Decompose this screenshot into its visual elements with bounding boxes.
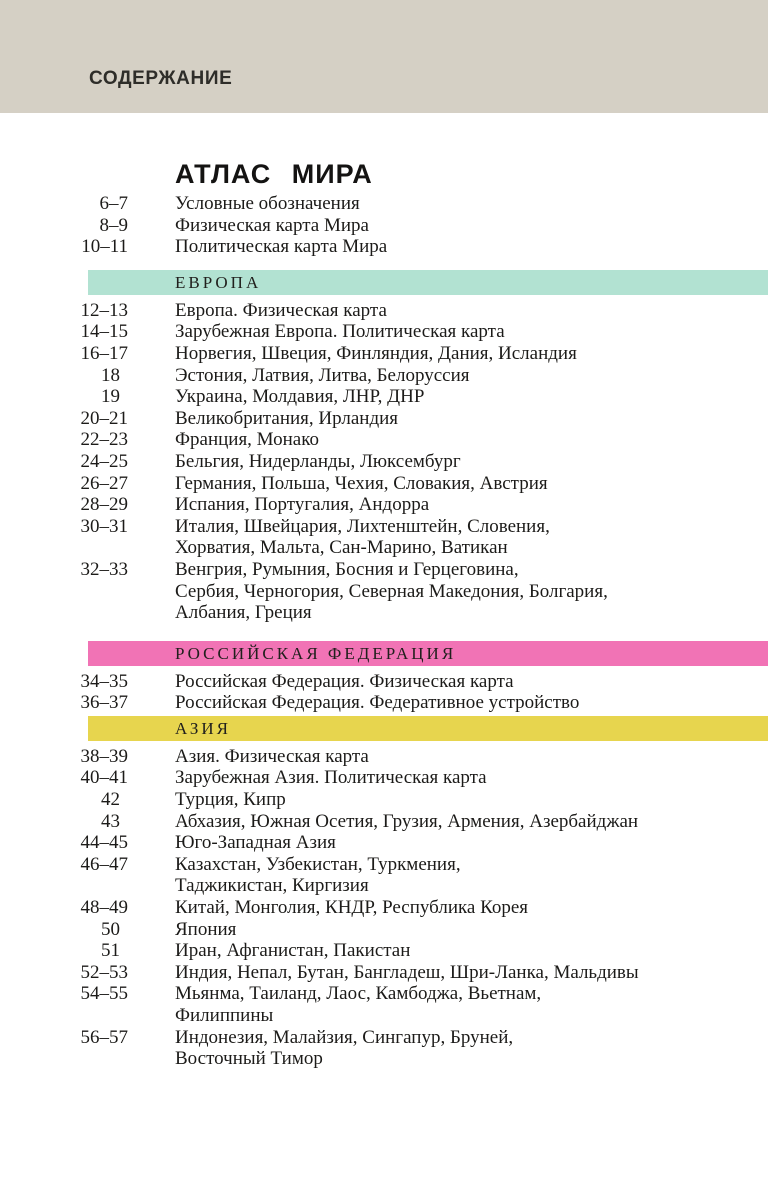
- entry-title: Китай, Монголия, КНДР, Республика Корея: [175, 897, 529, 919]
- entry-page-numbers: 16–17: [80, 342, 128, 364]
- toc-entry-row: [0, 854, 768, 876]
- entry-page-numbers: 8–9: [99, 214, 128, 236]
- entry-page-numbers: [0, 875, 128, 897]
- entry-page-numbers: 56–57: [80, 1026, 128, 1048]
- entry-page-numbers: [0, 537, 128, 559]
- toc-entry-row: [0, 343, 768, 365]
- toc-entry-row: [0, 537, 768, 559]
- entry-page-numbers: 6–7: [99, 193, 128, 214]
- atlas-title: АТЛАС МИРА: [175, 159, 373, 189]
- entry-page-numbers: 18: [101, 364, 120, 386]
- entry-page-numbers: [0, 1048, 128, 1070]
- entry-title: Турция, Кипр: [175, 789, 286, 811]
- entry-title: Восточный Тимор: [175, 1048, 323, 1070]
- entry-title: Иран, Афганистан, Пакистан: [175, 940, 411, 962]
- toc-section-intro: [0, 193, 768, 258]
- toc-entry-row: [0, 671, 768, 693]
- toc-entry-row: [0, 875, 768, 897]
- toc-entry-row: [0, 940, 768, 962]
- entry-page-numbers: 51: [101, 940, 120, 962]
- entry-page-numbers: 48–49: [80, 897, 128, 919]
- entry-title: Политическая карта Мира: [175, 236, 388, 258]
- entry-page-numbers: 52–53: [80, 961, 128, 983]
- entry-title: Абхазия, Южная Осетия, Грузия, Армения, Азербайджан: [175, 810, 639, 832]
- entry-page-numbers: 40–41: [80, 767, 128, 789]
- toc-entry-row: [0, 516, 768, 538]
- toc-entry-row: [0, 300, 768, 322]
- toc-entry-row: [0, 919, 768, 941]
- toc-entry-row: [0, 193, 768, 215]
- entry-page-numbers: 46–47: [80, 853, 128, 875]
- toc-entry-row: [0, 494, 768, 516]
- entry-page-numbers: 32–33: [80, 558, 128, 580]
- toc-entry-row: [0, 746, 768, 768]
- toc-entry-row: [0, 473, 768, 495]
- section-entries: [0, 300, 768, 624]
- toc-entry-row: [0, 386, 768, 408]
- toc-entry-row: [0, 832, 768, 854]
- section-label: АЗИЯ: [175, 718, 231, 738]
- toc-entry-row: [0, 602, 768, 624]
- section-entries: [0, 193, 768, 258]
- section-label: ЕВРОПА: [175, 272, 262, 292]
- toc-entry-row: [0, 1048, 768, 1070]
- entry-page-numbers: 24–25: [80, 450, 128, 472]
- entry-title: Япония: [175, 918, 237, 940]
- toc-entry-row: [0, 897, 768, 919]
- entry-title: Венгрия, Румыния, Босния и Герцеговина,: [175, 558, 519, 580]
- entry-page-numbers: 10–11: [81, 236, 128, 258]
- toc-section-russia: [0, 641, 768, 714]
- entry-title: Украина, Молдавия, ЛНР, ДНР: [175, 386, 425, 408]
- toc-entry-row: [0, 365, 768, 387]
- entry-page-numbers: 19: [101, 386, 120, 408]
- entry-title: Зарубежная Европа. Политическая карта: [175, 321, 505, 343]
- section-band-russia: [88, 641, 768, 666]
- contents-heading: СОДЕРЖАНИЕ: [89, 68, 233, 89]
- entry-page-numbers: 44–45: [80, 832, 128, 854]
- entry-title: Европа. Физическая карта: [175, 299, 387, 321]
- section-band-asia: [88, 716, 768, 741]
- entry-page-numbers: 42: [101, 789, 120, 811]
- entry-title: Франция, Монако: [175, 429, 319, 451]
- toc-entry-row: [0, 962, 768, 984]
- toc-entry-row: [0, 581, 768, 603]
- toc-entry-row: [0, 451, 768, 473]
- entry-page-numbers: 12–13: [80, 299, 128, 321]
- toc-entry-row: [0, 1005, 768, 1027]
- toc-entry-row: [0, 215, 768, 237]
- entry-page-numbers: 20–21: [80, 407, 128, 429]
- entry-page-numbers: [0, 602, 128, 624]
- toc-entry-row: [0, 429, 768, 451]
- entry-title: Физическая карта Мира: [175, 214, 369, 236]
- toc-entry-row: [0, 236, 768, 258]
- toc-entry-row: [0, 1027, 768, 1049]
- entry-page-numbers: 28–29: [80, 494, 128, 516]
- entry-title: Азия. Физическая карта: [175, 745, 369, 767]
- entry-title: Казахстан, Узбекистан, Туркмения,: [175, 853, 461, 875]
- entry-page-numbers: 54–55: [80, 983, 128, 1005]
- entry-title: Таджикистан, Киргизия: [175, 875, 369, 897]
- toc-entry-row: [0, 789, 768, 811]
- entry-title: Норвегия, Швеция, Финляндия, Дания, Исландия: [175, 342, 577, 364]
- entry-title: Великобритания, Ирландия: [175, 407, 399, 429]
- entry-title: Хорватия, Мальта, Сан-Марино, Ватикан: [175, 537, 508, 559]
- entry-page-numbers: [0, 581, 128, 603]
- entry-title: Италия, Швейцария, Лихтенштейн, Словения,: [175, 515, 550, 537]
- entry-page-numbers: 36–37: [80, 692, 128, 714]
- entry-page-numbers: 26–27: [80, 472, 128, 494]
- entry-page-numbers: 30–31: [80, 515, 128, 537]
- section-entries: [0, 746, 768, 1070]
- entry-title: Российская Федерация. Федеративное устройство: [175, 692, 580, 714]
- toc-section-asia: [0, 716, 768, 1070]
- entry-title: Юго-Западная Азия: [175, 832, 336, 854]
- section-entries: [0, 671, 768, 714]
- entry-title: Индонезия, Малайзия, Сингапур, Бруней,: [175, 1026, 514, 1048]
- toc-sections: [0, 193, 768, 1070]
- entry-title: Испания, Португалия, Андорра: [175, 494, 430, 516]
- entry-page-numbers: [0, 1005, 128, 1027]
- toc-content: [0, 159, 768, 1070]
- entry-title: Мьянма, Таиланд, Лаос, Камбоджа, Вьетнам,: [175, 983, 542, 1005]
- toc-entry-row: [0, 408, 768, 430]
- toc-entry-row: [0, 692, 768, 714]
- entry-title: Сербия, Черногория, Северная Македония, Болгария,: [175, 580, 608, 602]
- section-label: РОССИЙСКАЯ ФЕДЕРАЦИЯ: [175, 643, 457, 663]
- entry-title: Германия, Польша, Чехия, Словакия, Австрия: [175, 472, 548, 494]
- entry-page-numbers: 38–39: [80, 745, 128, 767]
- entry-page-numbers: 50: [101, 918, 120, 940]
- section-band-europe: [88, 270, 768, 295]
- entry-title: Зарубежная Азия. Политическая карта: [175, 767, 487, 789]
- entry-title: Албания, Греция: [175, 602, 312, 624]
- entry-page-numbers: 43: [101, 810, 120, 832]
- toc-entry-row: [0, 321, 768, 343]
- toc-entry-row: [0, 983, 768, 1005]
- toc-section-europe: [0, 270, 768, 624]
- toc-entry-row: [0, 811, 768, 833]
- entry-title: Условные обозначения: [175, 193, 360, 214]
- entry-title: Эстония, Латвия, Литва, Белоруссия: [175, 364, 470, 386]
- entry-title: Российская Федерация. Физическая карта: [175, 670, 514, 692]
- entry-title: Филиппины: [175, 1005, 274, 1026]
- entry-title: Бельгия, Нидерланды, Люксембург: [175, 450, 461, 472]
- entry-title: Индия, Непал, Бутан, Бангладеш, Шри-Ланка, Мальдивы: [175, 961, 639, 983]
- entry-page-numbers: 14–15: [80, 321, 128, 343]
- toc-entry-row: [0, 767, 768, 789]
- contents-header-band: [0, 0, 768, 113]
- toc-entry-row: [0, 559, 768, 581]
- entry-page-numbers: 34–35: [80, 670, 128, 692]
- entry-page-numbers: 22–23: [80, 429, 128, 451]
